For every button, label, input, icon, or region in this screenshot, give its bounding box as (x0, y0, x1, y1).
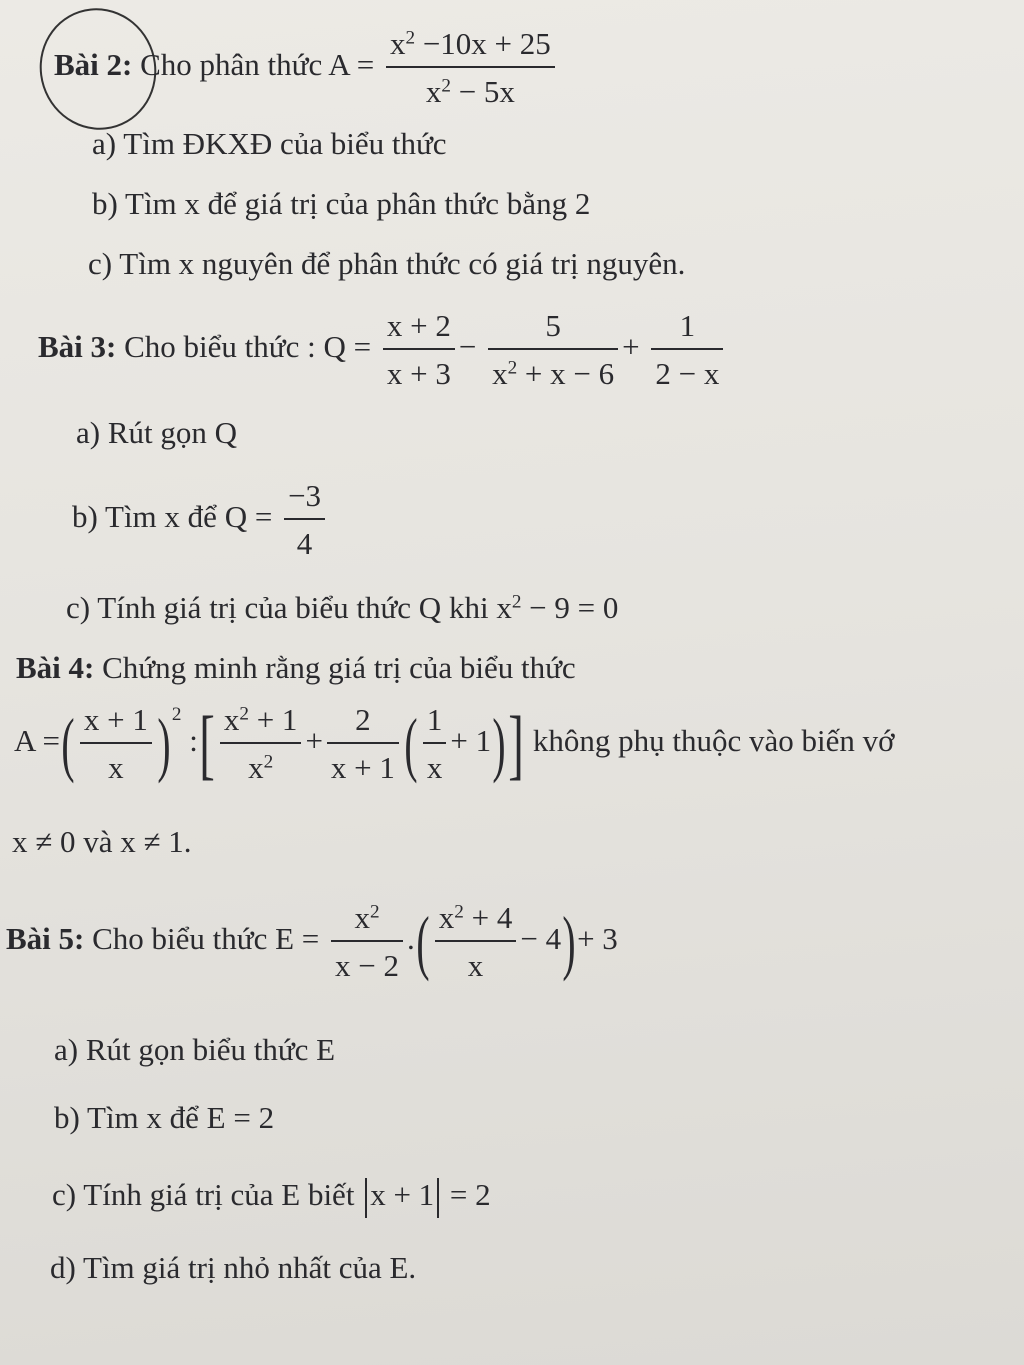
bai5-part-d: d) Tìm giá trị nhỏ nhất của E. (50, 1250, 417, 1285)
bai4-fraction-3: $\frac{2}{x + 1}$ (327, 702, 399, 785)
bai3-part-c: c) Tính giá trị của biểu thức Q khi $x^2 - 9 = 0$ (66, 590, 619, 625)
bai2-part-c: c) Tìm x nguyên để phân thức có giá trị nguyên. (88, 246, 686, 281)
bai3-intro: Cho biểu thức : (124, 328, 316, 364)
bai2-title: Bài 2: (54, 46, 133, 82)
bai5-intro: Cho biểu thức (92, 920, 268, 956)
bai3-title: Bài 3: (38, 328, 117, 364)
bai5-part-b: b) Tìm x để E = 2 (54, 1100, 275, 1135)
bai3-b-fraction: $\frac{-3}{4}$ (284, 478, 325, 561)
bai3-fraction-2: $\frac{5}{x^2 + x - 6}$ (488, 308, 618, 391)
bai5-part-c: c) Tính giá trị của E biết x + 1 = 2 (52, 1178, 491, 1218)
bai4-fraction-2: $\frac{x^2 + 1}{x^2}$ (220, 702, 302, 785)
bai2-var: A (328, 46, 349, 82)
bai2-intro: Cho phân thức (140, 46, 323, 82)
bai2-statement: Bài 2: Cho phân thức A = $\frac{x^2 -10x + 25}{x^2 - 5x}$ (54, 26, 559, 109)
bai4-fraction-1: $\frac{x + 1}{x}$ (80, 702, 152, 785)
bai2-part-b: b) Tìm x để giá trị của phân thức bằng 2 (92, 186, 591, 221)
bai4-condition: x ≠ 0 và x ≠ 1. (12, 824, 192, 859)
bai4-statement (16, 652, 576, 683)
bai2-part-a: a) Tìm ĐKXĐ của biểu thức (92, 126, 447, 161)
bai4-expression: A =( $\frac{x + 1}{x}$ )$^2$ :[ $\frac{x^2 + 1}{x^2}$ + $\frac{2}{x + 1}$ ( $\frac{1}{x}$ + 1)] không phụ thuộc vào biến vớ (14, 699, 895, 787)
bai4-title: Bài 4: (16, 650, 95, 685)
bai3-fraction-1: $\frac{x + 2}{x + 3}$ (383, 308, 455, 391)
bai3-var: Q (323, 328, 346, 364)
bai3-part-b: b) Tìm x để Q = $\frac{-3}{4}$ (72, 478, 329, 561)
bai3-part-a: a) Rút gọn Q (76, 415, 238, 450)
bai3-fraction-3: $\frac{1}{2 - x}$ (651, 308, 723, 391)
bai5-fraction-2: $\frac{x^2 + 4}{x}$ (435, 900, 517, 983)
bai4-fraction-4: $\frac{1}{x}$ (423, 702, 447, 785)
bai2-fraction: $\frac{x^2 -10x + 25}{x^2 - 5x}$ (386, 26, 555, 109)
bai5-statement: Bài 5: Cho biểu thức E = $\frac{x^2}{x - 2}$ .( $\frac{x^2 + 4}{x}$ − 4)+ 3 (6, 900, 618, 983)
bai4-tail: không phụ thuộc vào biến vớ (532, 722, 895, 758)
bai5-fraction-1: $\frac{x^2}{x - 2}$ (331, 900, 403, 983)
bai5-part-a: a) Rút gọn biểu thức E (54, 1032, 336, 1067)
bai3-statement: Bài 3: Cho biểu thức : Q = $\frac{x + 2}{x + 3}$ − $\frac{5}{x^2 + x - 6}$ + $\frac{1}{2 - x}$ (38, 308, 727, 391)
bai5-title: Bài 5: (6, 920, 85, 956)
bai4-intro: Chứng minh rằng giá trị của biểu thức (102, 650, 576, 685)
